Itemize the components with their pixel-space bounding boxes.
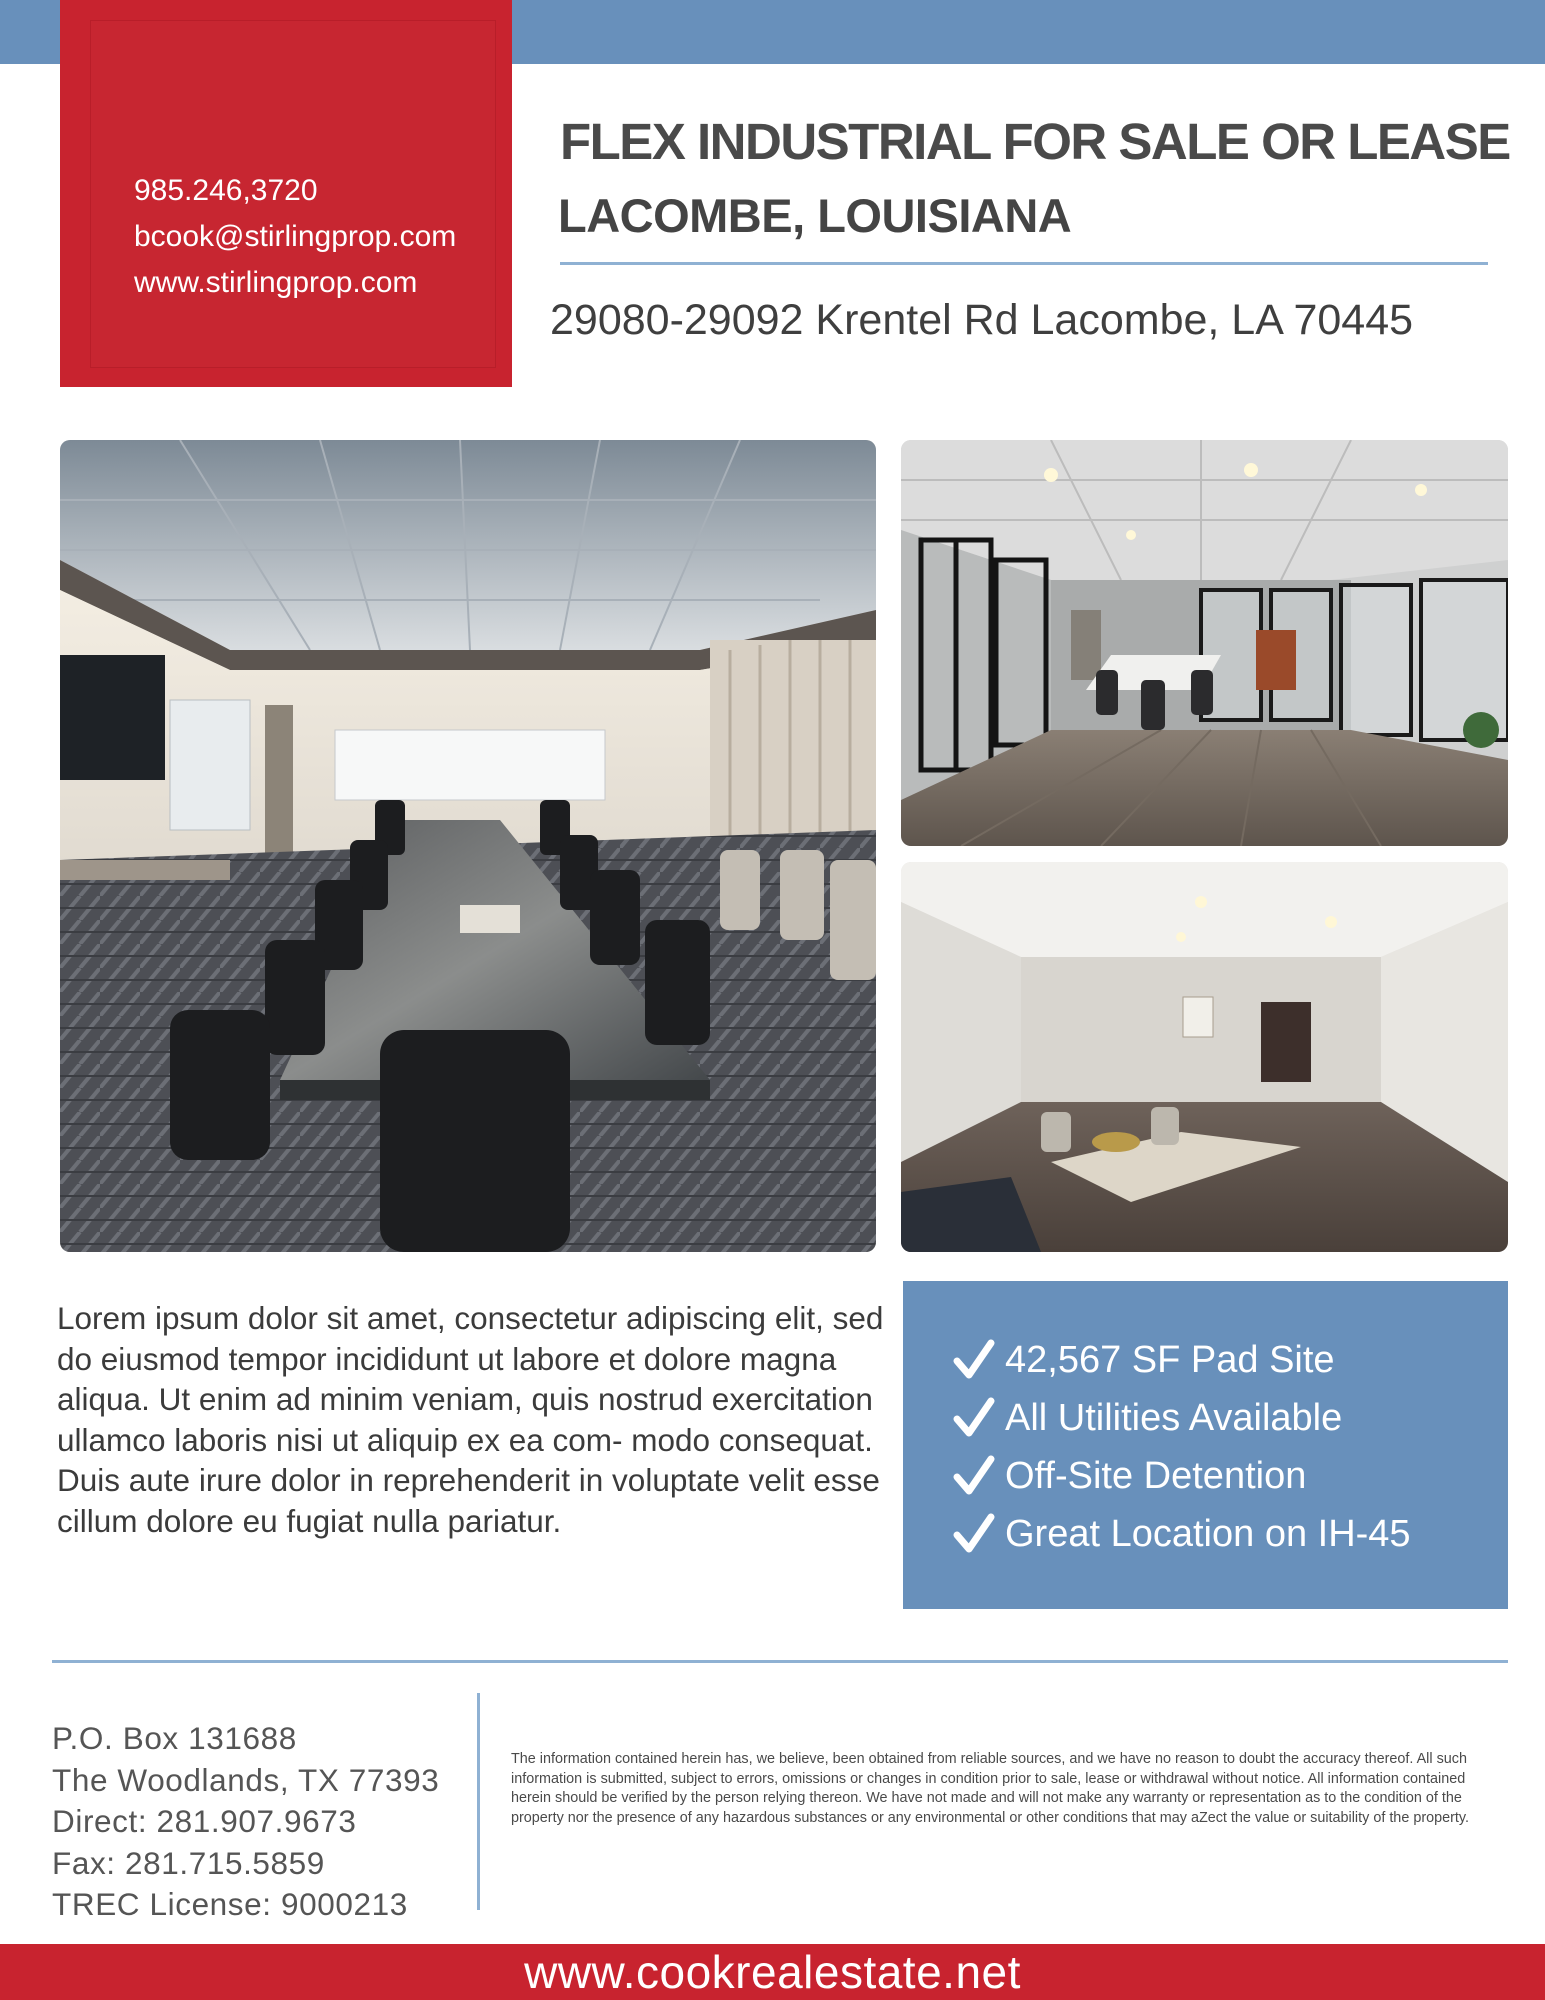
footer-divider [52, 1660, 1508, 1663]
office-contact-block [52, 1718, 439, 1926]
listing-headline: FLEX INDUSTRIAL FOR SALE OR LEASE [560, 113, 1510, 170]
bottom-band [0, 1944, 1545, 2000]
conference-room-photo [60, 440, 876, 1252]
checkmark-icon [953, 1453, 995, 1499]
feature-item [953, 1447, 1508, 1505]
feature-label: Off-Site Detention [1005, 1454, 1307, 1497]
header-divider [560, 262, 1488, 265]
feature-item [953, 1505, 1508, 1563]
footer-website-link[interactable]: www.cookrealestate.net [524, 1946, 1021, 1998]
feature-label: 42,567 SF Pad Site [1005, 1338, 1335, 1381]
checkmark-icon [953, 1337, 995, 1383]
contact-email[interactable]: bcook@stirlingprop.com [134, 220, 457, 253]
contact-info [134, 168, 456, 306]
checkmark-icon [953, 1395, 995, 1441]
contact-phone[interactable]: 985.246,3720 [134, 174, 318, 207]
feature-label: All Utilities Available [1005, 1396, 1343, 1439]
office-license: TREC License: 9000213 [52, 1886, 408, 1922]
office-po-box: P.O. Box 131688 [52, 1720, 297, 1756]
office-city: The Woodlands, TX 77393 [52, 1761, 440, 1798]
feature-item [953, 1389, 1508, 1447]
open-office-photo [901, 440, 1508, 846]
lobby-photo [901, 862, 1508, 1252]
contact-box [60, 0, 512, 387]
office-direct-phone[interactable]: Direct: 281.907.9673 [52, 1803, 357, 1839]
features-box [903, 1281, 1508, 1609]
contact-website[interactable]: www.stirlingprop.com [134, 266, 418, 299]
checkmark-icon [953, 1511, 995, 1557]
property-address: 29080-29092 Krentel Rd Lacombe, LA 70445 [550, 296, 1414, 344]
footer-vertical-divider [477, 1693, 480, 1910]
legal-disclaimer: The information contained herein has, we believe, been obtained from reliable sources, and we have no reason to doubt the accuracy thereof. All such information is submitted, subject to errors, omissions or changes in condition prior to sale, lease or withdrawal without notice. All information contained herein should be verified by the person relying thereon. We have not made and will not make any warranty or representation as to the condition of the property nor the presence of any hazardous substances or any environmental or other conditions that may aZect the value or suitability of the property. [511, 1751, 1470, 1826]
office-fax: Fax: 281.715.5859 [52, 1844, 325, 1881]
property-description: Lorem ipsum dolor sit amet, consectetur adipiscing elit, sed do eiusmod tempor incididunt ut labore et dolore magna aliqua. Ut enim ad minim veniam, quis nostrud exercitation ullamco laboris nisi ut aliquip ex ea com- modo consequat. Duis aute irure dolor in reprehenderit in voluptate velit esse cillum dolore eu fugiat nulla pariatur. [57, 1300, 884, 1539]
listing-location: LACOMBE, LOUISIANA [558, 189, 1072, 242]
feature-item [953, 1331, 1508, 1389]
feature-label: Great Location on IH-45 [1005, 1512, 1411, 1555]
